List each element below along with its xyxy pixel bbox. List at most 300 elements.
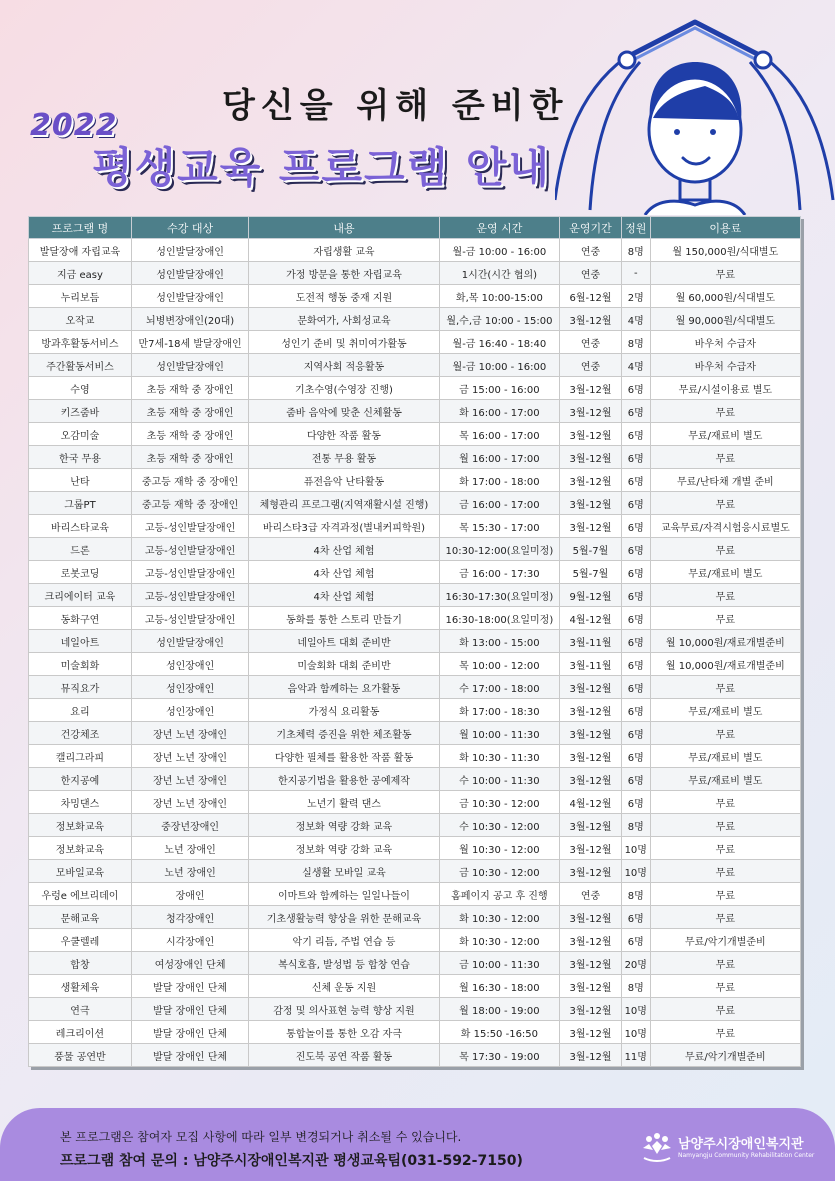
cell-content: 4차 산업 체험 (249, 538, 439, 561)
table-row (29, 308, 801, 331)
cell-time: 화,목 10:00-15:00 (439, 285, 559, 308)
cell-content: 체형관리 프로그램(지역재활시설 진행) (249, 492, 439, 515)
table-row (29, 975, 801, 998)
footer-contact: 프로그램 참여 문의 : 남양주시장애인복지관 평생교육팀(031-592-7150) (60, 1153, 523, 1169)
cell-capacity: 8명 (621, 814, 650, 837)
cell-target: 고등-성인발달장애인 (131, 607, 248, 630)
column-header-capacity: 정원 (621, 217, 650, 239)
cell-time: 화 10:30 - 12:00 (439, 906, 559, 929)
page-title: 평생교육 프로그램 안내 (92, 143, 551, 192)
cell-time: 화 15:50 -16:50 (439, 1021, 559, 1044)
page-header (0, 0, 835, 215)
cell-capacity: 6명 (621, 561, 650, 584)
cell-time: 목 10:00 - 12:00 (439, 653, 559, 676)
table-row (29, 515, 801, 538)
cell-program-name: 한지공예 (29, 768, 132, 791)
cell-program-name: 합창 (29, 952, 132, 975)
cell-program-name: 난타 (29, 469, 132, 492)
cell-capacity: 6명 (621, 446, 650, 469)
table-row (29, 676, 801, 699)
cell-fee: 무료 (650, 791, 800, 814)
cell-period: 3월-12월 (560, 676, 622, 699)
cell-program-name: 캘리그라피 (29, 745, 132, 768)
cell-content: 가정 방문을 통한 자립교육 (249, 262, 439, 285)
cell-time: 화 13:00 - 15:00 (439, 630, 559, 653)
table-row (29, 561, 801, 584)
table-row (29, 538, 801, 561)
cell-program-name: 생활체육 (29, 975, 132, 998)
cell-program-name: 크리에이터 교육 (29, 584, 132, 607)
cell-content: 줌바 음악에 맞춘 신체활동 (249, 400, 439, 423)
table-row (29, 354, 801, 377)
cell-fee: 무료 (650, 676, 800, 699)
table-row (29, 262, 801, 285)
cell-content: 성인기 준비 및 취미여가활동 (249, 331, 439, 354)
cell-target: 발달 장애인 단체 (131, 998, 248, 1021)
table-row (29, 607, 801, 630)
cell-target: 중장년장애인 (131, 814, 248, 837)
cell-target: 초등 재학 중 장애인 (131, 377, 248, 400)
cell-content: 진도북 공연 작품 활동 (249, 1044, 439, 1067)
cell-fee: 무료 (650, 883, 800, 906)
cell-period: 연중 (560, 883, 622, 906)
cell-fee: 월 90,000원/식대별도 (650, 308, 800, 331)
cell-time: 화 16:00 - 17:00 (439, 400, 559, 423)
cell-capacity: 6명 (621, 400, 650, 423)
cell-capacity: 10명 (621, 998, 650, 1021)
cell-fee: 무료/난타채 개별 준비 (650, 469, 800, 492)
cell-fee: 무료 (650, 906, 800, 929)
cell-period: 3월-12월 (560, 722, 622, 745)
cell-period: 연중 (560, 239, 622, 262)
cell-program-name: 연극 (29, 998, 132, 1021)
cell-target: 중고등 재학 중 장애인 (131, 469, 248, 492)
cell-content: 4차 산업 체험 (249, 561, 439, 584)
cell-content: 네일아트 대회 준비반 (249, 630, 439, 653)
cell-target: 발달 장애인 단체 (131, 1044, 248, 1067)
cell-period: 5월-7월 (560, 538, 622, 561)
cell-capacity: 6명 (621, 515, 650, 538)
cell-period: 3월-12월 (560, 492, 622, 515)
cell-time: 수 17:00 - 18:00 (439, 676, 559, 699)
cell-time: 목 17:30 - 19:00 (439, 1044, 559, 1067)
cell-time: 월 18:00 - 19:00 (439, 998, 559, 1021)
cell-program-name: 로봇코딩 (29, 561, 132, 584)
cell-target: 노년 장애인 (131, 860, 248, 883)
cell-content: 정보화 역량 강화 교육 (249, 837, 439, 860)
cell-content: 다양한 작품 활동 (249, 423, 439, 446)
cell-program-name: 문해교육 (29, 906, 132, 929)
column-header-period: 운영기간 (560, 217, 622, 239)
cell-time: 홈페이지 공고 후 진행 (439, 883, 559, 906)
cell-content: 실생활 모바일 교육 (249, 860, 439, 883)
cell-capacity: 6명 (621, 607, 650, 630)
cell-content: 전통 무용 활동 (249, 446, 439, 469)
table-row (29, 423, 801, 446)
cell-capacity: 6명 (621, 469, 650, 492)
cell-time: 월,수,금 10:00 - 15:00 (439, 308, 559, 331)
cell-fee: 무료 (650, 998, 800, 1021)
cell-fee: 무료 (650, 1021, 800, 1044)
cell-program-name: 네일아트 (29, 630, 132, 653)
table-row (29, 492, 801, 515)
cell-content: 다양한 필체를 활용한 작품 활동 (249, 745, 439, 768)
cell-fee: 무료 (650, 975, 800, 998)
cell-program-name: 한국 무용 (29, 446, 132, 469)
cell-content: 악기 리듬, 주법 연습 등 (249, 929, 439, 952)
cell-fee: 무료 (650, 584, 800, 607)
cell-target: 성인장애인 (131, 653, 248, 676)
cell-period: 3월-12월 (560, 446, 622, 469)
cell-content: 신체 운동 지원 (249, 975, 439, 998)
cell-capacity: 6명 (621, 722, 650, 745)
cell-period: 3월-12월 (560, 768, 622, 791)
table-row (29, 791, 801, 814)
cell-fee: 무료/재료비 별도 (650, 561, 800, 584)
cell-capacity: 6명 (621, 745, 650, 768)
cell-period: 3월-12월 (560, 998, 622, 1021)
cell-target: 성인발달장애인 (131, 630, 248, 653)
cell-program-name: 정보화교육 (29, 837, 132, 860)
cell-fee: 월 10,000원/재료개별준비 (650, 653, 800, 676)
cell-capacity: 8명 (621, 331, 650, 354)
cell-period: 3월-12월 (560, 837, 622, 860)
cell-target: 고등-성인발달장애인 (131, 515, 248, 538)
cell-period: 연중 (560, 262, 622, 285)
cell-content: 감정 및 의사표현 능력 향상 지원 (249, 998, 439, 1021)
cell-fee: 교육무료/자격시험응시료별도 (650, 515, 800, 538)
cell-target: 장년 노년 장애인 (131, 745, 248, 768)
cell-content: 문화여가, 사회성교육 (249, 308, 439, 331)
cell-content: 이마트와 함께하는 일일나들이 (249, 883, 439, 906)
cell-fee: 바우처 수급자 (650, 331, 800, 354)
cell-time: 10:30-12:00(요일미정) (439, 538, 559, 561)
cell-fee: 월 150,000원/식대별도 (650, 239, 800, 262)
cell-target: 성인발달장애인 (131, 239, 248, 262)
table-header-row (29, 217, 801, 239)
cell-program-name: 동화구연 (29, 607, 132, 630)
cell-target: 여성장애인 단체 (131, 952, 248, 975)
cell-time: 1시간(시간 협의) (439, 262, 559, 285)
logo-people-icon (640, 1130, 674, 1164)
table-row (29, 331, 801, 354)
cell-fee: 무료/재료비 별도 (650, 745, 800, 768)
organization-logo (640, 1130, 820, 1170)
column-header-fee: 이용료 (650, 217, 800, 239)
cell-fee: 무료/악기개별준비 (650, 929, 800, 952)
cell-program-name: 누리보듬 (29, 285, 132, 308)
cell-content: 미술회화 대회 준비반 (249, 653, 439, 676)
table-row (29, 400, 801, 423)
cell-capacity: 20명 (621, 952, 650, 975)
cell-capacity: 6명 (621, 492, 650, 515)
table-row (29, 929, 801, 952)
cell-program-name: 방과후활동서비스 (29, 331, 132, 354)
cell-target: 만7세-18세 발달장애인 (131, 331, 248, 354)
cell-period: 3월-11월 (560, 630, 622, 653)
cell-period: 연중 (560, 354, 622, 377)
cell-program-name: 그룹PT (29, 492, 132, 515)
cell-time: 금 10:30 - 12:00 (439, 860, 559, 883)
cell-capacity: 4명 (621, 308, 650, 331)
cell-time: 화 10:30 - 11:30 (439, 745, 559, 768)
cell-capacity: 6명 (621, 423, 650, 446)
cell-time: 월 10:30 - 12:00 (439, 837, 559, 860)
cell-time: 목 15:30 - 17:00 (439, 515, 559, 538)
cell-content: 한지공기법을 활용한 공예제작 (249, 768, 439, 791)
table-row (29, 446, 801, 469)
table-body (29, 239, 801, 1067)
cell-fee: 무료/재료비 별도 (650, 699, 800, 722)
cell-program-name: 드론 (29, 538, 132, 561)
cell-time: 목 16:00 - 17:00 (439, 423, 559, 446)
cell-program-name: 차밍댄스 (29, 791, 132, 814)
cell-target: 시각장애인 (131, 929, 248, 952)
table-row (29, 653, 801, 676)
cell-period: 3월-12월 (560, 952, 622, 975)
cell-time: 수 10:30 - 12:00 (439, 814, 559, 837)
table-row (29, 768, 801, 791)
table-row (29, 860, 801, 883)
cell-period: 연중 (560, 331, 622, 354)
cell-capacity: 6명 (621, 791, 650, 814)
cell-target: 성인발달장애인 (131, 354, 248, 377)
cell-target: 노년 장애인 (131, 837, 248, 860)
cell-target: 성인장애인 (131, 676, 248, 699)
cell-time: 수 10:00 - 11:30 (439, 768, 559, 791)
page-subtitle: 당신을 위해 준비한 (222, 86, 569, 126)
cell-fee: 월 60,000원/식대별도 (650, 285, 800, 308)
cell-fee: 무료 (650, 607, 800, 630)
year-label: 2022 (30, 108, 118, 143)
cell-program-name: 레크리이션 (29, 1021, 132, 1044)
program-table-container (28, 216, 801, 1067)
cell-content: 지역사회 적응활동 (249, 354, 439, 377)
page-footer (0, 1108, 835, 1181)
table-row (29, 1044, 801, 1067)
cell-content: 기초체력 증진을 위한 체조활동 (249, 722, 439, 745)
cell-period: 4월-12월 (560, 607, 622, 630)
table-row (29, 469, 801, 492)
cell-capacity: 6명 (621, 676, 650, 699)
cell-program-name: 뮤직요가 (29, 676, 132, 699)
cell-capacity: 6명 (621, 584, 650, 607)
table-row (29, 883, 801, 906)
cell-capacity: 4명 (621, 354, 650, 377)
cell-target: 초등 재학 중 장애인 (131, 423, 248, 446)
cell-content: 정보화 역량 강화 교육 (249, 814, 439, 837)
cell-period: 3월-12월 (560, 975, 622, 998)
cell-period: 3월-12월 (560, 400, 622, 423)
cell-capacity: 6명 (621, 377, 650, 400)
cell-capacity: 2명 (621, 285, 650, 308)
table-row (29, 837, 801, 860)
cell-program-name: 발달장애 자립교육 (29, 239, 132, 262)
cell-period: 9월-12월 (560, 584, 622, 607)
cell-period: 4월-12월 (560, 791, 622, 814)
cell-capacity: 6명 (621, 929, 650, 952)
table-row (29, 814, 801, 837)
cell-period: 3월-12월 (560, 423, 622, 446)
cell-time: 금 10:30 - 12:00 (439, 791, 559, 814)
cell-fee: 무료 (650, 860, 800, 883)
cell-fee: 무료 (650, 400, 800, 423)
cell-program-name: 건강체조 (29, 722, 132, 745)
cell-content: 기초수영(수영장 진행) (249, 377, 439, 400)
cell-program-name: 오작교 (29, 308, 132, 331)
cell-target: 장년 노년 장애인 (131, 768, 248, 791)
cell-capacity: 10명 (621, 1021, 650, 1044)
cell-capacity: 6명 (621, 630, 650, 653)
cell-target: 성인발달장애인 (131, 262, 248, 285)
cell-content: 자립생활 교육 (249, 239, 439, 262)
cell-time: 월-금 10:00 - 16:00 (439, 354, 559, 377)
cell-content: 복식호흡, 발성법 등 합창 연습 (249, 952, 439, 975)
cell-time: 화 10:30 - 12:00 (439, 929, 559, 952)
cell-target: 고등-성인발달장애인 (131, 538, 248, 561)
cell-program-name: 미술회화 (29, 653, 132, 676)
cell-time: 월 16:30 - 18:00 (439, 975, 559, 998)
cell-period: 3월-12월 (560, 1044, 622, 1067)
table-row (29, 906, 801, 929)
cell-fee: 무료 (650, 262, 800, 285)
column-header-program: 프로그램 명 (29, 217, 132, 239)
cell-content: 음악과 함께하는 요가활동 (249, 676, 439, 699)
cell-content: 도전적 행동 중재 지원 (249, 285, 439, 308)
cell-period: 3월-12월 (560, 745, 622, 768)
cell-period: 3월-12월 (560, 1021, 622, 1044)
cell-capacity: 6명 (621, 653, 650, 676)
cell-target: 뇌병변장애인(20대) (131, 308, 248, 331)
cell-capacity: 11명 (621, 1044, 650, 1067)
cell-target: 고등-성인발달장애인 (131, 584, 248, 607)
table-row (29, 285, 801, 308)
cell-fee: 월 10,000원/재료개별준비 (650, 630, 800, 653)
cell-time: 16:30-17:30(요일미정) (439, 584, 559, 607)
cell-target: 청각장애인 (131, 906, 248, 929)
cell-period: 3월-12월 (560, 377, 622, 400)
cell-target: 발달 장애인 단체 (131, 975, 248, 998)
cell-fee: 무료/악기개별준비 (650, 1044, 800, 1067)
cell-fee: 바우처 수급자 (650, 354, 800, 377)
logo-english-name: Namyangju Community Rehabilitation Center (678, 1152, 815, 1159)
cell-fee: 무료 (650, 814, 800, 837)
cell-capacity: 6명 (621, 538, 650, 561)
table-row (29, 745, 801, 768)
cell-capacity: 8명 (621, 975, 650, 998)
cell-time: 월-금 10:00 - 16:00 (439, 239, 559, 262)
cell-period: 3월-12월 (560, 699, 622, 722)
cell-program-name: 수영 (29, 377, 132, 400)
cell-target: 초등 재학 중 장애인 (131, 446, 248, 469)
table-row (29, 722, 801, 745)
cell-capacity: 6명 (621, 699, 650, 722)
cell-fee: 무료/시설이용료 별도 (650, 377, 800, 400)
cell-time: 금 10:00 - 11:30 (439, 952, 559, 975)
cell-target: 중고등 재학 중 장애인 (131, 492, 248, 515)
cell-content: 노년기 활력 댄스 (249, 791, 439, 814)
cell-time: 화 17:00 - 18:00 (439, 469, 559, 492)
reading-person-illustration (555, 0, 835, 215)
cell-fee: 무료 (650, 446, 800, 469)
cell-content: 동화를 통한 스토리 만들기 (249, 607, 439, 630)
cell-target: 장년 노년 장애인 (131, 722, 248, 745)
cell-time: 금 16:00 - 17:00 (439, 492, 559, 515)
cell-content: 통합놀이를 통한 오감 자극 (249, 1021, 439, 1044)
cell-time: 월 16:00 - 17:00 (439, 446, 559, 469)
cell-target: 발달 장애인 단체 (131, 1021, 248, 1044)
cell-program-name: 우쿨렐레 (29, 929, 132, 952)
cell-period: 3월-12월 (560, 814, 622, 837)
table-row (29, 630, 801, 653)
table-row (29, 998, 801, 1021)
table-row (29, 377, 801, 400)
cell-period: 3월-12월 (560, 469, 622, 492)
cell-target: 장년 노년 장애인 (131, 791, 248, 814)
cell-capacity: 6명 (621, 768, 650, 791)
cell-period: 3월-12월 (560, 308, 622, 331)
cell-capacity: - (621, 262, 650, 285)
cell-program-name: 키즈줌바 (29, 400, 132, 423)
cell-program-name: 오감미술 (29, 423, 132, 446)
cell-time: 금 15:00 - 16:00 (439, 377, 559, 400)
column-header-target: 수강 대상 (131, 217, 248, 239)
cell-period: 5월-7월 (560, 561, 622, 584)
cell-capacity: 10명 (621, 837, 650, 860)
cell-program-name: 우렁e 에브리데이 (29, 883, 132, 906)
cell-time: 월-금 16:40 - 18:40 (439, 331, 559, 354)
program-table (28, 216, 801, 1067)
cell-program-name: 풍물 공연반 (29, 1044, 132, 1067)
cell-program-name: 모바일교육 (29, 860, 132, 883)
cell-fee: 무료 (650, 837, 800, 860)
column-header-time: 운영 시간 (439, 217, 559, 239)
table-row (29, 584, 801, 607)
cell-fee: 무료 (650, 952, 800, 975)
cell-fee: 무료 (650, 538, 800, 561)
cell-target: 성인장애인 (131, 699, 248, 722)
cell-capacity: 8명 (621, 883, 650, 906)
cell-target: 초등 재학 중 장애인 (131, 400, 248, 423)
cell-time: 월 10:00 - 11:30 (439, 722, 559, 745)
table-row (29, 239, 801, 262)
cell-program-name: 요리 (29, 699, 132, 722)
cell-period: 3월-12월 (560, 860, 622, 883)
cell-time: 화 17:00 - 18:30 (439, 699, 559, 722)
cell-target: 장애인 (131, 883, 248, 906)
cell-fee: 무료 (650, 492, 800, 515)
cell-capacity: 6명 (621, 906, 650, 929)
cell-period: 3월-12월 (560, 906, 622, 929)
cell-period: 3월-11월 (560, 653, 622, 676)
table-row (29, 699, 801, 722)
cell-program-name: 지금 easy (29, 262, 132, 285)
cell-fee: 무료/재료비 별도 (650, 768, 800, 791)
cell-program-name: 바리스타교육 (29, 515, 132, 538)
cell-content: 4차 산업 체험 (249, 584, 439, 607)
cell-period: 3월-12월 (560, 929, 622, 952)
table-row (29, 1021, 801, 1044)
cell-capacity: 8명 (621, 239, 650, 262)
cell-content: 바리스타3급 자격과정(별내커피학원) (249, 515, 439, 538)
cell-content: 가정식 요리활동 (249, 699, 439, 722)
cell-content: 기초생활능력 향상을 위한 문해교육 (249, 906, 439, 929)
cell-program-name: 정보화교육 (29, 814, 132, 837)
cell-target: 성인발달장애인 (131, 285, 248, 308)
cell-fee: 무료/재료비 별도 (650, 423, 800, 446)
footer-notice: 본 프로그램은 참여자 모집 사항에 따라 일부 변경되거나 취소될 수 있습니다. (60, 1130, 462, 1144)
cell-capacity: 10명 (621, 860, 650, 883)
